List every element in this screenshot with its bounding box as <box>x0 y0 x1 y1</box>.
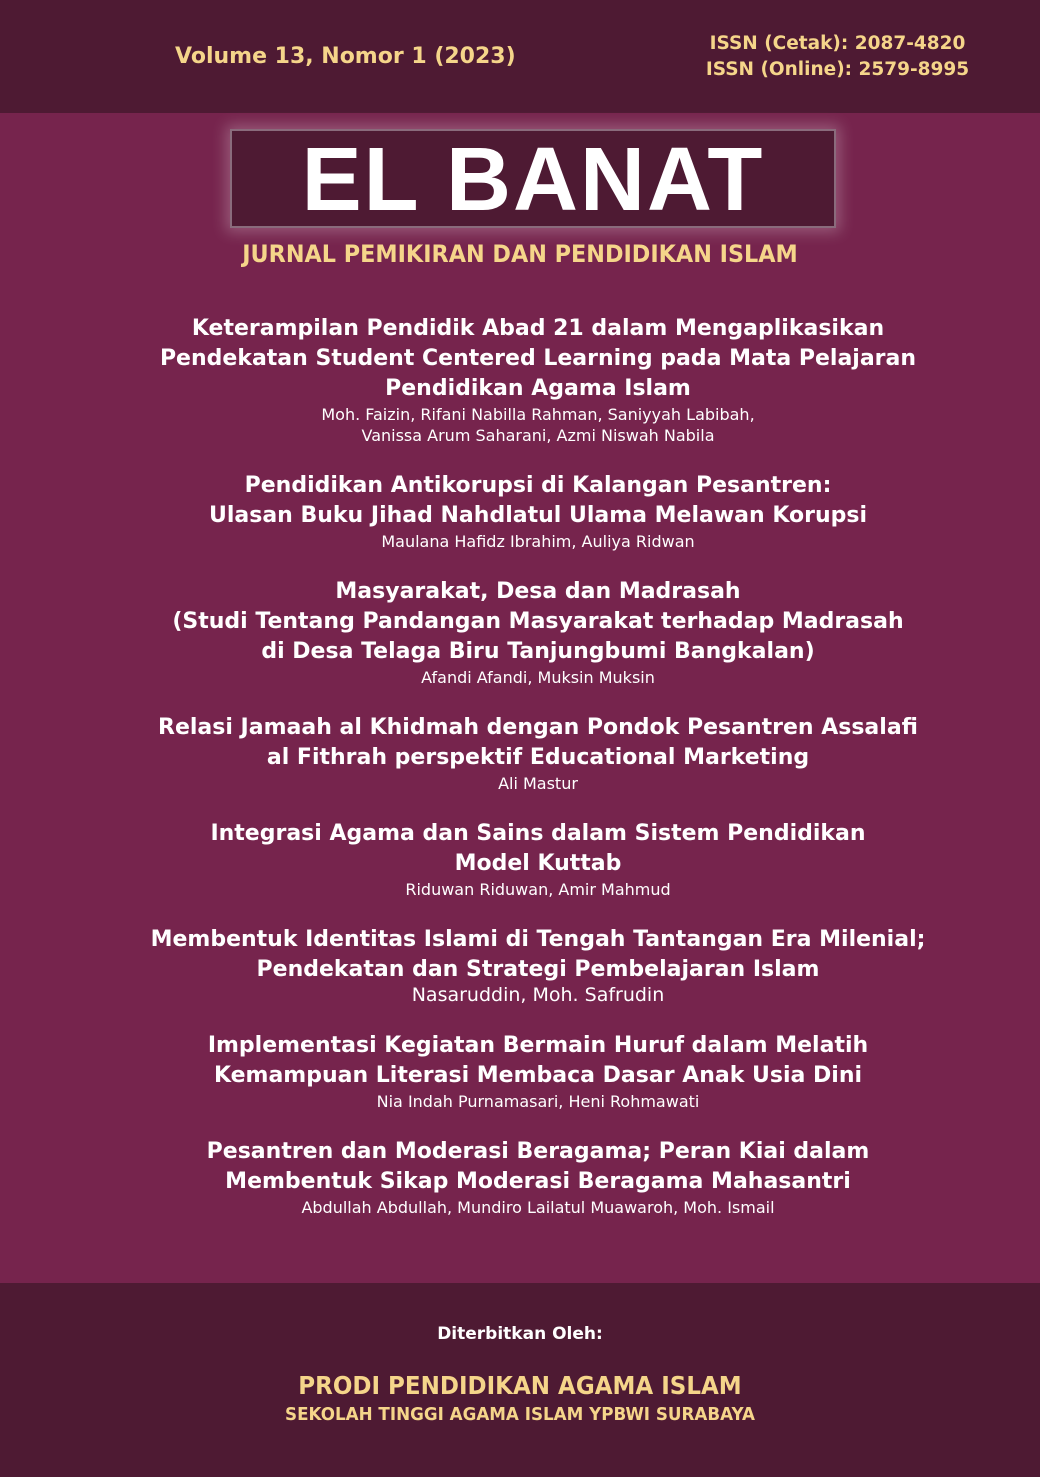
article-entry <box>100 925 976 1006</box>
article-entry <box>100 1137 976 1218</box>
published-by-label: Diterbitkan Oleh: <box>437 1324 603 1344</box>
article-title: Pendidikan Antikorupsi di Kalangan Pesantren: Ulasan Buku Jihad Nahdlatul Ulama Melawan Korupsi <box>208 473 867 528</box>
article-title: Integrasi Agama dan Sains dalam Sistem Pendidikan Model Kuttab <box>210 821 866 876</box>
article-authors: Abdullah Abdullah, Mundiro Lailatul Muawaroh, Moh. Ismail <box>301 1198 775 1217</box>
publisher-name: PRODI PENDIDIKAN AGAMA ISLAM <box>298 1371 742 1400</box>
article-authors: Nasaruddin, Moh. Safrudin <box>411 984 665 1006</box>
journal-title: EL BANAT <box>301 130 765 230</box>
publisher-institution: SEKOLAH TINGGI AGAMA ISLAM YPBWI SURABAYA <box>285 1404 755 1425</box>
article-title: Implementasi Kegiatan Bermain Huruf dalam Melatih Kemampuan Literasi Membaca Dasar Anak Usia Dini <box>207 1033 869 1088</box>
article-entry <box>100 819 976 900</box>
issn-block <box>700 31 975 83</box>
article-entry <box>100 577 976 688</box>
article-authors: Ali Mastur <box>498 774 578 793</box>
issn-online: ISSN (Online): 2579-8995 <box>705 59 970 80</box>
article-list <box>100 314 976 1243</box>
article-authors: Moh. Faizin, Rifani Nabilla Rahman, Saniyyah Labibah, Vanissa Arum Saharani, Azmi Niswah Nabila <box>321 405 755 445</box>
article-title: Pesantren dan Moderasi Beragama; Peran Kiai dalam Membentuk Sikap Moderasi Beragama Mahasantri <box>206 1139 870 1194</box>
journal-title-box <box>230 129 836 228</box>
article-entry <box>100 1031 976 1112</box>
article-title: Membentuk Identitas Islami di Tengah Tantangan Era Milenial; Pendekatan dan Strategi Pembelajaran Islam <box>150 927 926 982</box>
article-authors: Afandi Afandi, Muksin Muksin <box>421 668 655 687</box>
article-title: Relasi Jamaah al Khidmah dengan Pondok Pesantren Assalafi al Fithrah perspektif Educational Marketing <box>158 715 918 770</box>
article-authors: Maulana Hafidz Ibrahim, Auliya Ridwan <box>381 532 695 551</box>
article-title: Masyarakat, Desa dan Madrasah (Studi Tentang Pandangan Masyarakat terhadap Madrasah di Desa Telaga Biru Tanjungbumi Bangkalan) <box>172 579 904 664</box>
article-entry <box>100 713 976 794</box>
journal-subtitle: JURNAL PEMIKIRAN DAN PENDIDIKAN ISLAM <box>242 240 798 268</box>
issn-print: ISSN (Cetak): 2087-4820 <box>709 33 966 54</box>
article-authors: Riduwan Riduwan, Amir Mahmud <box>405 880 671 899</box>
article-entry <box>100 471 976 552</box>
article-entry <box>100 314 976 446</box>
article-title: Keterampilan Pendidik Abad 21 dalam Mengaplikasikan Pendekatan Student Centered Learning pada Mata Pelajaran Pendidikan Agama Islam <box>159 316 917 401</box>
article-authors: Nia Indah Purnamasari, Heni Rohmawati <box>376 1092 700 1111</box>
volume-label: Volume 13, Nomor 1 (2023) <box>175 44 516 69</box>
